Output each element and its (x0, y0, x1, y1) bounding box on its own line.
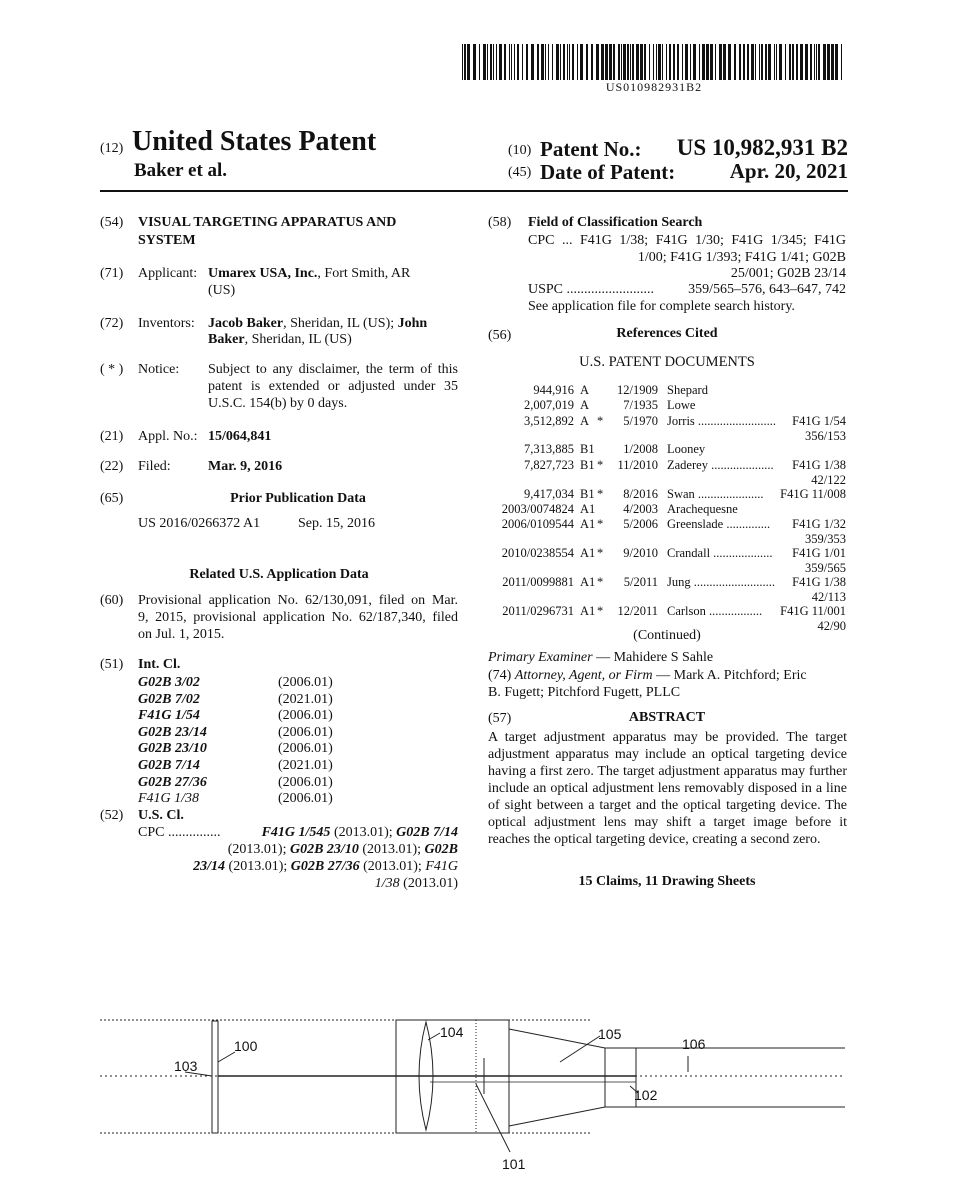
ref-name: Zaderey .................... (667, 457, 774, 472)
ref-subclass: 42/122 (811, 473, 846, 487)
barcode-bar (699, 44, 700, 80)
barcode-bar (755, 44, 756, 80)
code-74: (74) (488, 668, 512, 683)
barcode-bar (511, 44, 512, 80)
examiner-name: — Mahidere S Sahle (592, 650, 714, 665)
applicant-line1 (208, 266, 410, 282)
ref-kind: A1 (580, 517, 596, 532)
appl-no-label: Appl. No.: (138, 429, 198, 444)
ref-number: 2011/0296731 (502, 603, 574, 618)
patent-number: US 10,982,931 B2 (676, 135, 848, 160)
barcode-bar (636, 44, 639, 80)
code-56: (56) (488, 328, 512, 343)
related-line3: on Jul. 1, 2015. (138, 627, 225, 642)
barcode-bar (605, 44, 608, 80)
int-cl-date: (2006.01) (278, 774, 333, 790)
int-cl-date: (2021.01) (278, 691, 333, 707)
int-cl-date: (2006.01) (278, 675, 333, 690)
int-cl-date: (2006.01) (278, 741, 333, 757)
barcode-bar (715, 44, 716, 80)
field-note: See application file for complete search history. (528, 299, 795, 314)
code-22: (22) (100, 459, 124, 474)
code-51: (51) (100, 657, 124, 672)
ref-name: Shepard (667, 383, 708, 397)
leader-104 (428, 1033, 440, 1040)
cpc-code: G02B (424, 842, 458, 857)
label-100: 100 (234, 1038, 258, 1054)
label-103: 103 (174, 1058, 198, 1074)
barcode-bar (627, 44, 629, 80)
label-106: 106 (682, 1036, 706, 1052)
ref-kind: A1 (580, 545, 596, 560)
code-57: (57) (488, 711, 512, 726)
ref-kind: A1 (580, 603, 596, 618)
barcode-bar (785, 44, 786, 80)
us-cl-line3 (138, 859, 458, 875)
barcode-bar (739, 44, 741, 80)
leader-101 (476, 1084, 510, 1152)
inventor-2-last: Baker (208, 332, 245, 347)
date-of-patent-label: Date of Patent: (540, 160, 676, 184)
attorney-names: — Mark A. Pitchford; Eric (652, 668, 807, 683)
barcode-bar (526, 44, 528, 80)
barcode-bar (487, 44, 488, 80)
barcode-bar (609, 44, 612, 80)
filed-value: Mar. 9, 2016 (208, 459, 283, 474)
appl-no-value: 15/064,841 (208, 429, 272, 444)
barcode-bar (556, 44, 559, 80)
references-heading: References Cited (616, 326, 718, 341)
filed-label: Filed: (138, 459, 171, 474)
barcode-bar (761, 44, 763, 80)
cpc-date: (2013.01); (225, 859, 291, 874)
barcode-bar (621, 44, 622, 80)
ref-kind: B1 (580, 442, 595, 457)
ref-name: Jung .......................... (667, 574, 775, 589)
adjustment-lens-100 (212, 1021, 218, 1133)
barcode-bar (796, 44, 798, 80)
us-cl-line1 (138, 825, 458, 841)
field-cpc-line1: CPC ... F41G 1/38; F41G 1/30; F41G 1/345; F41G (528, 233, 846, 248)
barcode-bar (765, 44, 767, 80)
ref-date: 11/2010 (617, 457, 658, 472)
barcode-image (462, 44, 846, 80)
barcode-bar (563, 44, 565, 80)
barcode-bar (467, 44, 470, 80)
ref-class: F41G 11/001 (780, 603, 846, 618)
barcode-bar (666, 44, 667, 80)
code-notice: ( * ) (100, 362, 124, 377)
inventors-line1 (208, 316, 427, 332)
barcode-bar (685, 44, 688, 80)
invention-title-line1: VISUAL TARGETING APPARATUS AND (138, 215, 397, 230)
barcode-bar (531, 44, 534, 80)
barcode-bar (479, 44, 480, 80)
barcode-bar (473, 44, 476, 80)
int-cl-label: Int. Cl. (138, 657, 181, 672)
barcode-bar (747, 44, 749, 80)
barcode-bar (567, 44, 568, 80)
barcode-bar (522, 44, 523, 80)
int-cl-code: F41G 1/38 (138, 791, 200, 807)
examiner-label: Primary Examiner (488, 650, 593, 665)
int-cl-code: G02B 3/02 (138, 675, 200, 690)
barcode-number: US010982931B2 (605, 80, 703, 94)
barcode-bar (640, 44, 643, 80)
ref-date: 4/2003 (623, 501, 658, 516)
ref-kind: A1 (580, 501, 596, 516)
us-cl-line1-codes (262, 825, 458, 841)
barcode-bar (728, 44, 731, 80)
barcode-bar (831, 44, 834, 80)
cpc-code: 1/38 (374, 876, 400, 891)
int-cl-code: F41G 1/54 (138, 708, 200, 724)
notice-line3: U.S.C. 154(b) by 0 days. (208, 396, 348, 411)
applicant-location: , Fort Smith, AR (317, 266, 411, 281)
abstract-text: A target adjustment apparatus may be provided. The target adjustment apparatus may include an optical targeting device having a first zero. The target adjustment apparatus may further include an optical adjustment lens removably disposed in a line of sight between a target and the optical targeting device. The optical adjustment lens may shift a target image before it reaches the optical targeting device, creating a second zero. (488, 730, 847, 847)
field-cpc-line2: 1/00; F41G 1/393; F41G 1/41; G02B (637, 250, 846, 265)
invention-title-line2: SYSTEM (138, 233, 196, 248)
int-cl-code: G02B 7/02 (138, 691, 200, 707)
ref-date: 5/2011 (623, 574, 658, 589)
field-search-heading: Field of Classification Search (528, 215, 703, 230)
barcode-bar (743, 44, 745, 80)
barcode-bar (541, 44, 544, 80)
int-cl-date: (2006.01) (278, 708, 333, 724)
ref-number: 2003/0074824 (501, 501, 574, 516)
barcode-bar (759, 44, 760, 80)
barcode-bar (490, 44, 492, 80)
barcode-bar (702, 44, 705, 80)
barcode-bar (586, 44, 588, 80)
applicant-country: (US) (208, 283, 236, 298)
label-101: 101 (502, 1156, 526, 1172)
cpc-code: 23/14 (193, 859, 226, 874)
ref-cited-by-examiner: * (597, 545, 604, 560)
inventor-short: Baker et al. (134, 160, 228, 181)
int-cl-code: G02B 7/14 (138, 758, 200, 773)
barcode-bar (774, 44, 775, 80)
ref-class: F41G 1/54 (792, 413, 846, 428)
label-105: 105 (598, 1026, 622, 1042)
code-60: (60) (100, 593, 124, 608)
ref-name: Swan ..................... (667, 486, 764, 501)
related-line1: Provisional application No. 62/130,091, filed on Mar. (138, 593, 458, 608)
ref-number: 2,007,019 (524, 398, 574, 413)
barcode-bar (823, 44, 826, 80)
barcode-bar (658, 44, 661, 80)
eyepiece (605, 1048, 636, 1107)
ref-number: 7,313,885 (524, 442, 574, 457)
barcode-bar (662, 44, 663, 80)
barcode-bar (816, 44, 817, 80)
code-54: (54) (100, 215, 124, 230)
ref-cited-by-examiner: * (597, 574, 604, 589)
inventor-2-location: , Sheridan, IL (US) (244, 332, 352, 347)
barcode-bar (673, 44, 675, 80)
barcode-bar (464, 44, 466, 80)
barcode-bar (499, 44, 502, 80)
prior-publication-heading: Prior Publication Data (230, 491, 366, 506)
ref-number: 2011/0099881 (502, 574, 574, 589)
ref-kind: A (580, 383, 590, 397)
barcode-bar (496, 44, 497, 80)
ref-class: F41G 1/38 (792, 457, 846, 472)
int-cl-date: (2021.01) (278, 758, 333, 773)
notice-line2: patent is extended or adjusted under 35 (208, 379, 458, 394)
code-72: (72) (100, 316, 124, 331)
ref-cited-by-examiner: * (597, 603, 604, 618)
ref-class: F41G 1/38 (792, 574, 846, 589)
barcode-bar (800, 44, 803, 80)
barcode-bar (591, 44, 593, 80)
field-cpc-line3: 25/001; G02B 23/14 (730, 266, 846, 281)
barcode-bar (504, 44, 506, 80)
ref-date: 7/1935 (623, 398, 658, 413)
ref-name: Jorris ......................... (667, 413, 777, 428)
related-line2: 9, 2015, provisional application No. 62/187,340, filed (138, 610, 458, 625)
ref-cited-by-examiner: * (597, 486, 604, 501)
barcode-bar (572, 44, 574, 80)
notice-label: Notice: (138, 362, 180, 377)
barcode-bar (751, 44, 754, 80)
notice-line1: Subject to any disclaimer, the term of this (208, 362, 458, 377)
code-10: (10) (508, 143, 532, 158)
patent-drawing (0, 1000, 960, 1200)
references-continued: (Continued) (633, 628, 701, 643)
applicant-name: Umarex USA, Inc. (208, 266, 318, 281)
ref-date: 1/2008 (623, 442, 658, 457)
barcode-bar (734, 44, 736, 80)
applicant-label: Applicant: (138, 266, 198, 281)
barcode-bar (792, 44, 794, 80)
int-cl-date: (2006.01) (278, 724, 333, 740)
barcode-bar (719, 44, 722, 80)
barcode-bar (509, 44, 510, 80)
ref-number: 3,512,892 (524, 413, 574, 428)
ref-date: 5/2006 (623, 517, 658, 532)
ref-subclass: 356/153 (805, 428, 846, 443)
int-cl-code: G02B 27/36 (138, 774, 207, 790)
scope-taper-upper (509, 1029, 605, 1048)
claims-summary: 15 Claims, 11 Drawing Sheets (578, 874, 756, 889)
us-cl-line4 (138, 876, 458, 892)
ref-class: F41G 11/008 (780, 486, 846, 501)
code-58: (58) (488, 215, 512, 230)
cpc-code: G02B 27/36 (290, 859, 360, 874)
cpc-date: (2013.01) (399, 876, 458, 891)
barcode-bar (577, 44, 578, 80)
barcode-bar (649, 44, 650, 80)
code-52: (52) (100, 808, 124, 823)
barcode-bar (841, 44, 842, 80)
barcode-bar (548, 44, 549, 80)
barcode-bar (483, 44, 486, 80)
cpc-code: G02B 23/10 (289, 842, 359, 857)
ref-cited-by-examiner: * (597, 413, 604, 428)
ref-date: 8/2016 (623, 486, 658, 501)
inventor-1-name: Jacob Baker (208, 316, 284, 331)
barcode-bar (618, 44, 620, 80)
barcode-bar (818, 44, 820, 80)
barcode-bar (580, 44, 583, 80)
ref-name: Looney (667, 442, 706, 457)
code-21: (21) (100, 429, 124, 444)
barcode-bar (656, 44, 657, 80)
int-cl-code: G02B 23/14 (138, 724, 207, 740)
ref-name: Crandall ................... (667, 545, 773, 560)
date-of-patent: Apr. 20, 2021 (729, 159, 848, 183)
uspc-dots: ......................... (566, 282, 655, 297)
ref-date: 9/2010 (623, 545, 658, 560)
ref-name: Greenslade .............. (667, 517, 771, 532)
cpc-code: F41G 1/545 (261, 825, 331, 840)
barcode-bar (827, 44, 830, 80)
label-102: 102 (634, 1087, 658, 1103)
ref-name: Carlson ................. (667, 603, 763, 618)
examiner-line (488, 650, 713, 666)
ref-date: 12/2011 (617, 603, 658, 618)
attorney-label: Attorney, Agent, or Firm (514, 668, 653, 683)
ref-subclass: 42/113 (811, 590, 846, 604)
barcode-bar (644, 44, 646, 80)
code-45: (45) (508, 165, 532, 180)
barcode-bar (723, 44, 726, 80)
patent-number-label: Patent No.: (540, 137, 642, 161)
us-cl-line2 (138, 842, 458, 858)
abstract-heading: ABSTRACT (628, 710, 706, 725)
int-cl-code: G02B 23/10 (138, 741, 207, 757)
ref-subclass: 42/90 (817, 618, 846, 633)
cpc-label: CPC ............... (138, 825, 221, 840)
ref-number: 2010/0238554 (501, 545, 574, 560)
ref-date: 12/1909 (617, 383, 658, 397)
barcode-bar (677, 44, 679, 80)
references-subheading: U.S. PATENT DOCUMENTS (579, 354, 755, 370)
barcode-bar (517, 44, 519, 80)
ref-subclass: 359/353 (805, 532, 846, 547)
barcode-bar (693, 44, 696, 80)
ref-number: 9,417,034 (524, 486, 574, 501)
barcode-bar (630, 44, 631, 80)
ref-class: F41G 1/01 (792, 545, 846, 560)
scope-taper-lower (509, 1107, 605, 1126)
ref-kind: B1 (580, 486, 595, 501)
barcode-bar (682, 44, 683, 80)
barcode-bar (545, 44, 546, 80)
barcode-bar (613, 44, 615, 80)
barcode-bar (493, 44, 494, 80)
prior-publication-number: US 2016/0266372 A1 (138, 516, 261, 531)
ref-kind: B1 (580, 457, 595, 472)
barcode-bar (789, 44, 791, 80)
inventor-2-first: John (397, 316, 428, 331)
cpc-date: (2013.01); (227, 842, 290, 857)
ref-cited-by-examiner: * (597, 517, 604, 532)
barcode-bar (601, 44, 604, 80)
label-104: 104 (440, 1024, 464, 1040)
cpc-date: (2013.01); (330, 825, 397, 840)
inventors-line2 (208, 332, 352, 348)
field-uspc-line (528, 282, 846, 298)
barcode-bar (768, 44, 771, 80)
barcode-bar (596, 44, 599, 80)
cpc-date: (2013.01); (358, 842, 425, 857)
ref-number: 2006/0109544 (501, 517, 574, 532)
barcode-bar (706, 44, 709, 80)
attorney-line2: B. Fugett; Pitchford Fugett, PLLC (488, 685, 681, 700)
leader-100 (218, 1052, 235, 1062)
uspc-label: USPC (528, 282, 564, 297)
header-rule (100, 190, 848, 192)
ref-kind: A (580, 398, 590, 413)
barcode-bar (537, 44, 539, 80)
ref-date: 5/1970 (623, 413, 658, 428)
cpc-code: F41G (425, 859, 458, 874)
ref-number: 944,916 (533, 383, 574, 397)
barcode-bar (805, 44, 808, 80)
barcode-bar (779, 44, 782, 80)
ref-name: Arachequesne (667, 501, 738, 516)
barcode-bar (632, 44, 634, 80)
int-cl-date: (2006.01) (278, 791, 333, 807)
ref-number: 7,827,723 (524, 457, 574, 472)
inventors-label: Inventors: (138, 316, 195, 331)
barcode-bar (623, 44, 626, 80)
barcode-bar (690, 44, 691, 80)
code-65: (65) (100, 491, 124, 506)
cpc-date: (2013.01); (359, 859, 426, 874)
code-12: (12) (100, 141, 124, 156)
inventor-1-location: , Sheridan, IL (US); (283, 316, 398, 331)
barcode-bar (710, 44, 713, 80)
barcode-bar (669, 44, 671, 80)
barcode-bar (810, 44, 812, 80)
code-71: (71) (100, 266, 124, 281)
uspc-value: 359/565–576, 643–647, 742 (688, 282, 846, 297)
barcode-bar (552, 44, 553, 80)
ref-kind: A (580, 413, 590, 428)
ref-cited-by-examiner: * (597, 457, 604, 472)
barcode-bar (514, 44, 515, 80)
attorney-line1 (488, 668, 807, 684)
barcode-bar (653, 44, 654, 80)
ref-name: Lowe (667, 398, 696, 413)
ref-class: F41G 1/32 (792, 517, 846, 532)
document-type: United States Patent (132, 126, 377, 157)
prior-publication-date: Sep. 15, 2016 (298, 516, 375, 531)
barcode-bar (835, 44, 838, 80)
ref-subclass: 359/565 (805, 561, 846, 576)
us-cl-label: U.S. Cl. (138, 808, 184, 823)
ref-kind: A1 (580, 574, 596, 589)
cpc-code: G02B 7/14 (396, 825, 458, 840)
barcode-bar (462, 44, 463, 80)
related-data-heading: Related U.S. Application Data (189, 567, 369, 582)
barcode-bar (569, 44, 570, 80)
barcode-bar (776, 44, 777, 80)
barcode-bar (814, 44, 815, 80)
barcode-bar (560, 44, 561, 80)
